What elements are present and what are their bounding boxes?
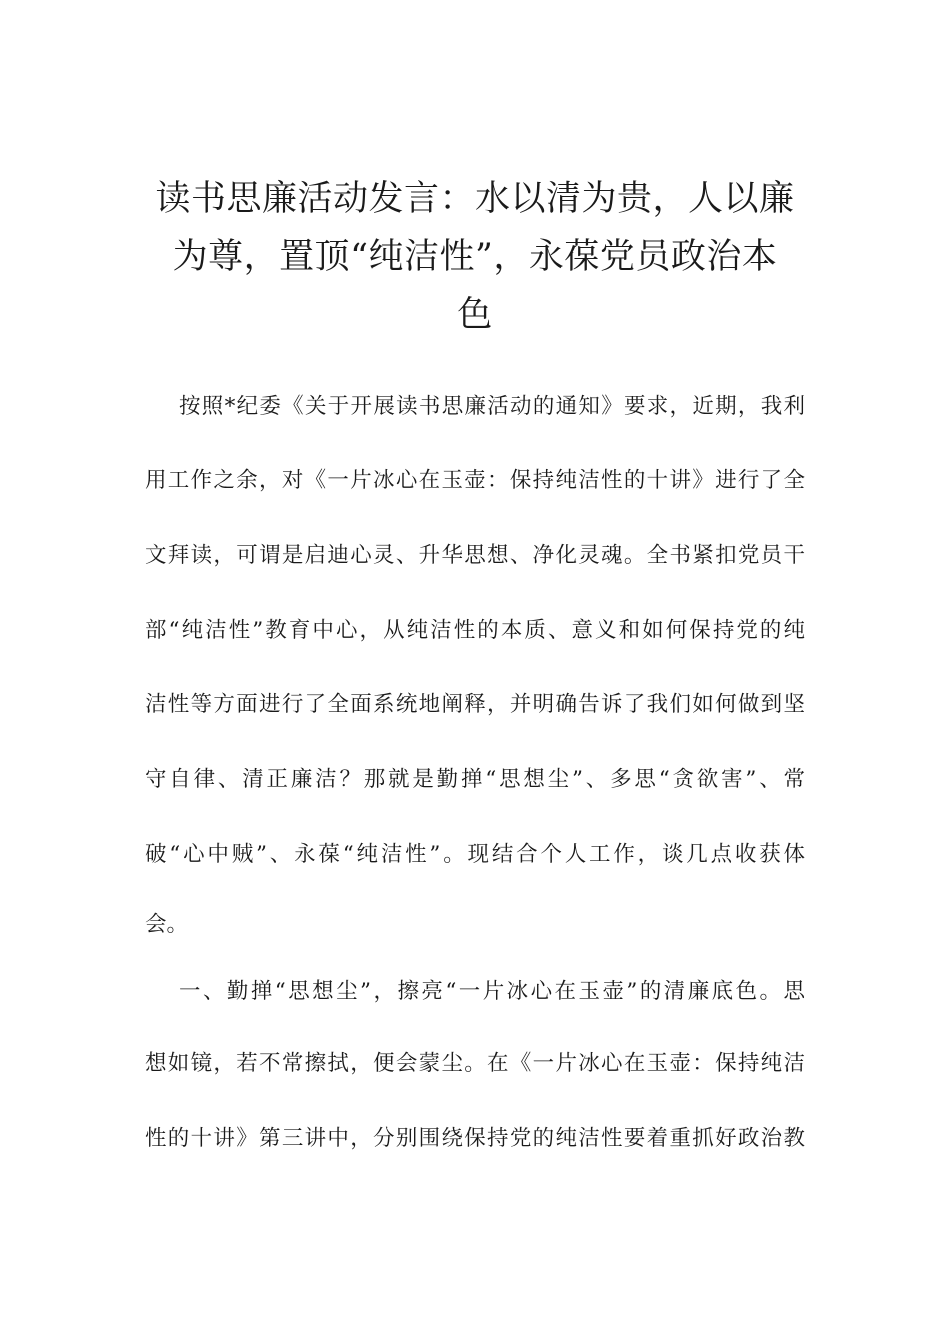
paragraph-1-line-8: 会。 xyxy=(145,912,189,937)
paragraph-1-line-5: 洁性等方面进行了全面系统地阐释，并明确告诉了我们如何做到坚 xyxy=(145,692,805,717)
paragraph-1-line-3: 文拜读，可谓是启迪心灵、升华思想、净化灵魂。全书紧扣党员干 xyxy=(145,543,805,568)
paragraph-2-line-1: 一、勤掸“思想尘”，擦亮“一片冰心在玉壶”的清廉底色。思 xyxy=(179,979,805,1004)
title-line-2: 为尊，置顶“纯洁性”，永葆党员政治本 xyxy=(172,237,778,277)
paragraph-2-line-2: 想如镜，若不常擦拭，便会蒙尘。在《一片冰心在玉壶：保持纯洁 xyxy=(145,1051,805,1076)
paragraph-1-line-4: 部“纯洁性”教育中心，从纯洁性的本质、意义和如何保持党的纯 xyxy=(145,618,805,643)
paragraph-2-line-3: 性的十讲》第三讲中，分别围绕保持党的纯洁性要着重抓好政治教 xyxy=(145,1126,805,1151)
paragraph-1-line-2: 用工作之余，对《一片冰心在玉壶：保持纯洁性的十讲》进行了全 xyxy=(145,468,805,493)
title-line-1: 读书思廉活动发言：水以清为贵，人以廉 xyxy=(155,179,795,219)
paragraph-1-line-7: 破“心中贼”、永葆“纯洁性”。现结合个人工作，谈几点收获体 xyxy=(145,842,805,867)
paragraph-1-line-1: 按照*纪委《关于开展读书思廉活动的通知》要求，近期，我利 xyxy=(179,394,805,419)
paragraph-1-line-6: 守自律、清正廉洁？那就是勤掸“思想尘”、多思“贪欲害”、常 xyxy=(145,767,805,792)
title-line-3: 色 xyxy=(457,295,493,335)
document-title xyxy=(140,170,810,344)
